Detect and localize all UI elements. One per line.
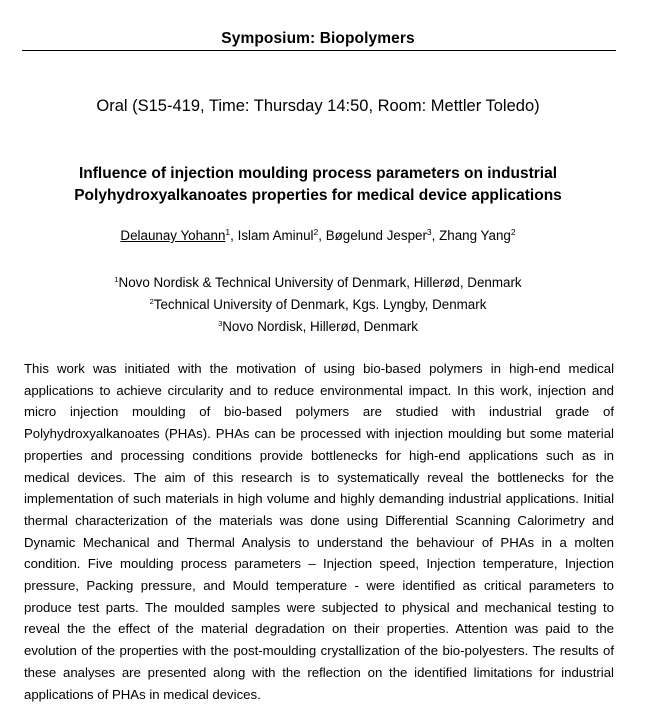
author-affiliation-marker: 2: [510, 227, 516, 237]
author-name: Zhang Yang: [439, 228, 511, 243]
author-separator: ,: [230, 228, 238, 243]
author-list: [0, 228, 636, 243]
affiliation-text: Novo Nordisk & Technical University of Denmark, Hillerød, Denmark: [118, 275, 522, 290]
affiliation-item: [0, 294, 636, 316]
paper-title-line-1: Influence of injection moulding process parameters on industrial: [79, 165, 557, 182]
author-name: Islam Aminul: [237, 228, 314, 243]
affiliation-list: [0, 272, 636, 338]
session-info: Oral (S15-419, Time: Thursday 14:50, Room: Mettler Toledo): [96, 97, 540, 115]
paper-title: [0, 163, 636, 207]
author-affiliation-marker: 1: [225, 227, 231, 237]
affiliation-item: [0, 272, 636, 294]
affiliation-text: Technical University of Denmark, Kgs. Lyngby, Denmark: [153, 297, 487, 312]
affiliation-marker: 3: [218, 319, 223, 328]
author-name: Bøgelund Jesper: [325, 228, 427, 243]
header-divider: [22, 50, 616, 51]
abstract-body: This work was initiated with the motivation of using bio-based polymers in high-end medical applications to achieve circularity and to reduce environmental impact. In this work, injection and micro injection moulding of bio-based polymers are studied with industrial grade of Polyhydroxyalkanoates (PHAs). PHAs can be processed with injection moulding but some material properties and processing conditions provide bottlenecks for high-end applications such as in medical devices. The aim of this research is to systematically reveal the bottlenecks for the implementation of such materials in high volume and highly demanding industrial applications. Initial thermal characterization of the materials was done using Differential Scanning Calorimetry and Dynamic Mechanical and Thermal Analysis to understand the behaviour of PHAs in a molten condition. Five moulding process parameters – Injection speed, Injection temperature, Injection pressure, Packing pressure, and Mould temperature - were identified as critical parameters to produce test parts. The moulded samples were subjected to physical and mechanical testing to reveal the the effect of the material degradation on their properties. Attention was paid to the evolution of the properties with the post-moulding crystallization of the bio-polyesters. The results of these analyses are presented along with the reflection on the identified limitations for industrial applications of PHAs in medical devices.: [24, 361, 614, 702]
author-separator: ,: [318, 228, 326, 243]
author-separator: ,: [431, 228, 440, 243]
author-name: Delaunay Yohann: [120, 228, 226, 243]
author-affiliation-marker: 3: [426, 227, 432, 237]
paper-title-line-2: Polyhydroxyalkanoates properties for medical device applications: [74, 187, 562, 204]
symposium-title: Symposium: Biopolymers: [221, 30, 415, 47]
affiliation-text: Novo Nordisk, Hillerød, Denmark: [222, 319, 418, 334]
affiliation-marker: 2: [149, 297, 154, 306]
affiliation-item: [0, 316, 636, 338]
affiliation-marker: 1: [114, 275, 119, 284]
author-affiliation-marker: 2: [313, 227, 319, 237]
